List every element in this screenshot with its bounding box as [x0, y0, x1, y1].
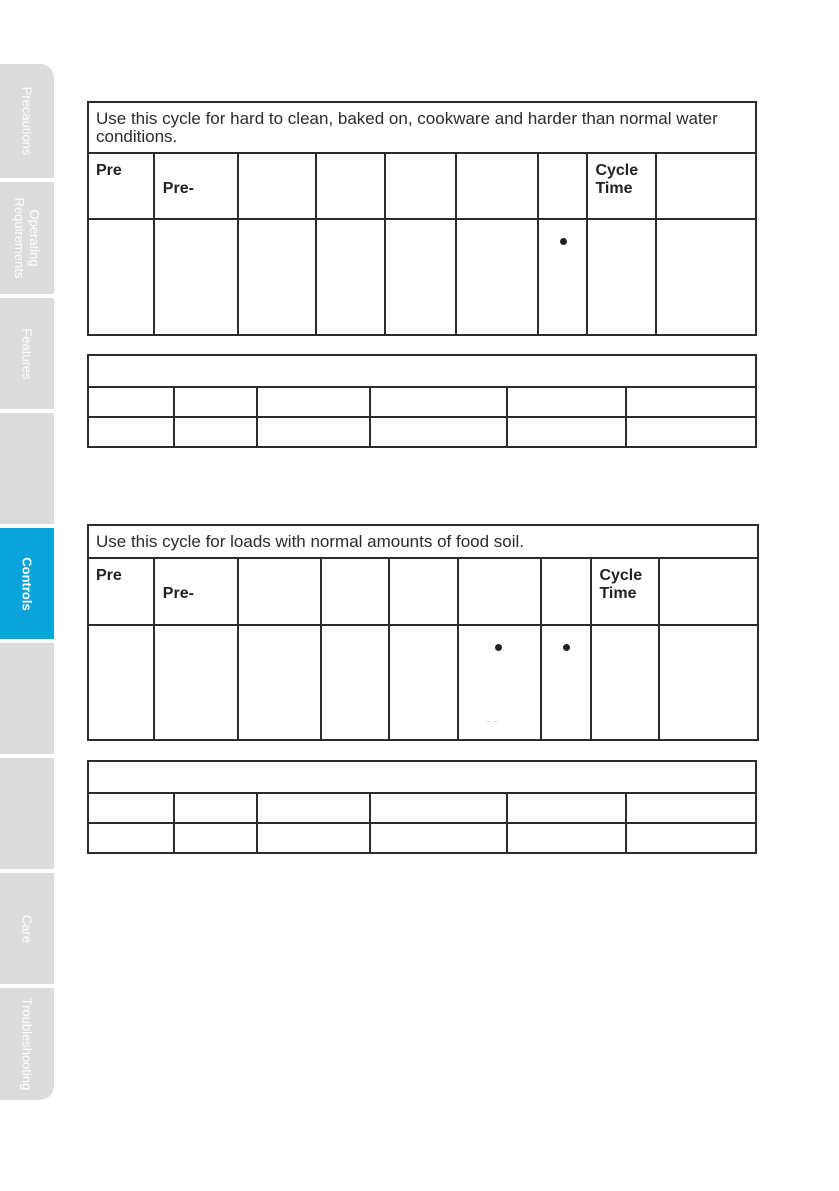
cycle1-header-cell — [538, 153, 588, 219]
side-navigation — [0, 64, 54, 1100]
cycle2-header-pre — [88, 558, 154, 625]
cycle2-header-cell — [659, 558, 758, 625]
cycle2-body-cell — [659, 625, 758, 740]
tab-care[interactable] — [0, 873, 54, 984]
cycle2-description: Use this cycle for loads with normal amounts of food soil. — [88, 525, 758, 558]
cycle1-sub-cell — [257, 417, 370, 447]
cycle1-sub-header — [88, 355, 756, 387]
cycle1-sub-cell — [370, 417, 507, 447]
cycle1-header-prewash — [154, 153, 238, 219]
cycle1-header-pre — [88, 153, 154, 219]
tab-care-label: Care — [19, 914, 35, 943]
cycle1-header-cell — [316, 153, 385, 219]
cycle1-body-cell — [316, 219, 385, 335]
tab-operating-requirements[interactable] — [0, 182, 54, 294]
cycle1-header-cycle-time-text: Cycle Time — [595, 162, 639, 197]
cycle1-sub-table — [87, 354, 757, 448]
faint-mark — [494, 721, 497, 722]
tab-features-label: Features — [19, 327, 35, 380]
cycle2-sub-cell — [257, 823, 370, 853]
cycle1-sub-cell — [626, 417, 756, 447]
tab-operating-requirements-label — [12, 198, 42, 279]
cycle1-header-cycle-time — [587, 153, 656, 219]
tab-blank-3[interactable] — [0, 758, 54, 869]
cycle2-sub-cell — [88, 823, 174, 853]
cycle1-body-cell — [88, 219, 154, 335]
cycle2-sub-cell — [370, 793, 507, 823]
faint-mark — [487, 721, 490, 722]
cycle2-sub-cell — [626, 823, 756, 853]
cycle1-body-cell — [238, 219, 317, 335]
cycle2-sub-cell — [257, 793, 370, 823]
cycle1-header-prewash-text: Pre- — [162, 180, 194, 197]
cycle1-body-cell — [456, 219, 538, 335]
cycle2-sub-cell — [507, 823, 627, 853]
cycle2-sub-cell — [174, 793, 258, 823]
cycle1-sub-cell — [174, 387, 258, 417]
tab-features[interactable] — [0, 298, 54, 409]
cycle1-body-cell — [154, 219, 238, 335]
cycle2-body-cell — [389, 625, 458, 740]
bullet-icon — [563, 644, 570, 651]
cycle1-header-cell — [456, 153, 538, 219]
cycle2-body-cell — [238, 625, 322, 740]
cycle1-sub-cell — [257, 387, 370, 417]
cycle2-header-cell — [321, 558, 389, 625]
tab-troubleshooting[interactable] — [0, 988, 54, 1100]
cycle2-sub-cell — [626, 793, 756, 823]
cycle2-sub-cell — [370, 823, 507, 853]
cycle2-sub-cell — [88, 793, 174, 823]
cycle2-body-cell-bullet — [541, 625, 592, 740]
cycle2-header-cell — [389, 558, 458, 625]
tab-operating-label-line1: Operating — [27, 209, 42, 267]
cycle2-header-cell — [541, 558, 592, 625]
tab-controls-label: Controls — [19, 556, 35, 611]
cycle2-sub-cell — [507, 793, 627, 823]
cycle2-body-cell — [321, 625, 389, 740]
cycle2-body-cell-bullet — [458, 625, 541, 740]
cycle2-header-cycle-time — [591, 558, 659, 625]
cycle2-header-cycle-time-text: Cycle Time — [599, 567, 643, 602]
tab-blank-1[interactable] — [0, 413, 54, 524]
cycle1-header-pre-text: Pre — [96, 162, 122, 179]
cycle1-body-cell — [656, 219, 756, 335]
tab-blank-2[interactable] — [0, 643, 54, 754]
bullet-icon — [495, 644, 502, 651]
cycle1-header-cell — [656, 153, 756, 219]
cycle2-header-prewash-text: Pre- — [162, 585, 194, 602]
cycle2-body-cell — [591, 625, 659, 740]
cycle1-body-cell-bullet — [538, 219, 588, 335]
cycle1-sub-cell — [370, 387, 507, 417]
cycle2-body-cell — [154, 625, 238, 740]
cycle1-header-cell — [385, 153, 456, 219]
cycle1-sub-cell — [626, 387, 756, 417]
cycle2-header-prewash — [154, 558, 238, 625]
tab-controls[interactable] — [0, 528, 54, 639]
cycle2-header-cell — [458, 558, 541, 625]
cycle1-sub-cell — [507, 387, 627, 417]
cycle1-table — [87, 101, 757, 336]
cycle1-sub-cell — [88, 387, 174, 417]
bullet-icon — [560, 238, 567, 245]
tab-precautions[interactable] — [0, 64, 54, 178]
tab-operating-label-line2: Requirements — [12, 197, 27, 279]
cycle1-description: Use this cycle for hard to clean, baked on, cookware and harder than normal water conditions. — [88, 102, 756, 153]
cycle2-header-pre-text: Pre — [96, 567, 122, 584]
tab-precautions-label: Precautions — [19, 86, 35, 156]
tab-troubleshooting-label: Troubleshooting — [19, 997, 35, 1091]
cycle1-body-cell — [385, 219, 456, 335]
cycle2-table — [87, 524, 759, 741]
cycle2-body-cell — [88, 625, 154, 740]
cycle2-sub-cell — [174, 823, 258, 853]
cycle1-sub-cell — [88, 417, 174, 447]
cycle2-sub-table — [87, 760, 757, 854]
cycle2-sub-header — [88, 761, 756, 793]
cycle1-header-cell — [238, 153, 317, 219]
cycle1-sub-cell — [174, 417, 258, 447]
cycle1-body-cell — [587, 219, 656, 335]
cycle1-sub-cell — [507, 417, 627, 447]
cycle2-header-cell — [238, 558, 322, 625]
